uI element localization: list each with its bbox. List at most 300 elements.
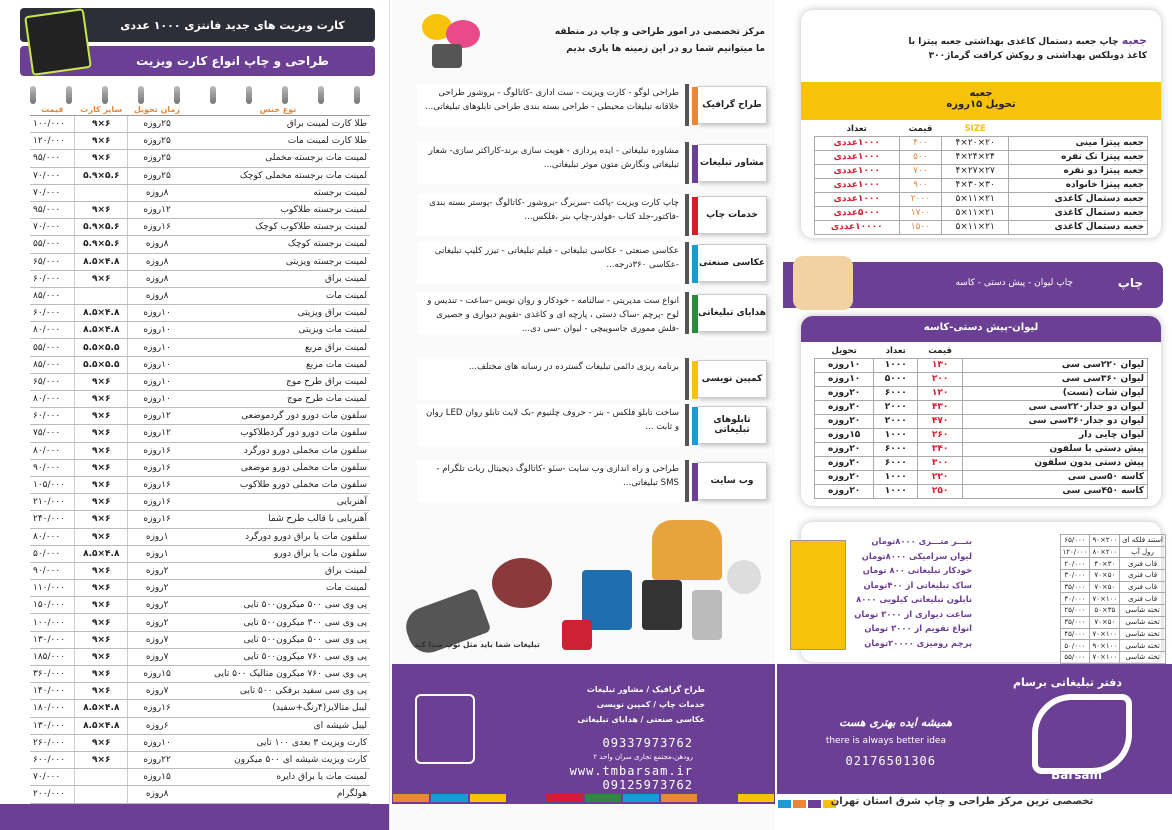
cup-time-cell: ۲۰روزه (815, 456, 874, 470)
table-row (30, 373, 370, 390)
table-row (30, 408, 370, 425)
box-qty-cell: ۱۰۰۰عددی (815, 178, 900, 192)
size-cell: ۵.۵×۵.۵ (75, 356, 128, 373)
delivery-cell: ۱روزه (128, 528, 186, 545)
material-cell: لمینت مات یا براق دایره (186, 769, 370, 786)
material-cell: لمینت براق (186, 270, 370, 287)
service-row (392, 356, 775, 402)
table-row (1060, 558, 1165, 570)
delivery-cell: ۲۵روزه (128, 133, 186, 150)
table-row (815, 372, 1148, 386)
table-row (815, 150, 1148, 164)
size-cell: ۶×۹ (75, 133, 128, 150)
service-row (392, 402, 775, 448)
box-size-cell: ۲۱×۱۱×۵ (942, 206, 1009, 220)
cup-name-cell: کاسه ۵۰سی سی (963, 470, 1148, 484)
box-name-cell: جعبه دستمال کاغذی (1008, 220, 1147, 234)
rollup-stand-image (790, 540, 846, 650)
delivery-cell: ۱۶روزه (128, 219, 186, 236)
material-cell: لمینت براق مربع (186, 339, 370, 356)
stand-size-cell: ۲۰۰×۹۰ (1090, 535, 1120, 547)
table-row (30, 236, 370, 253)
promo-list (852, 534, 972, 650)
print-banner: چاپ لیوان - پیش دستی - کاسه چاپ (783, 262, 1163, 308)
table-row (30, 339, 370, 356)
material-cell: پی وی سی ۷۶۰ میکرون متالیک ۵۰۰ تایی (186, 666, 370, 683)
stand-size-cell: ۳۰×۴۰ (1090, 558, 1120, 570)
table-row (30, 201, 370, 218)
delivery-cell: ۱۰روزه (128, 322, 186, 339)
box-price-cell: ۹۰۰ (899, 178, 942, 192)
delivery-cell: ۱۰روزه (128, 373, 186, 390)
table-row (1060, 651, 1165, 663)
size-cell: ۶×۹ (75, 580, 128, 597)
phone-2[interactable]: 09125973762 (602, 778, 693, 792)
box-size-cell: ۲۰×۲۰×۴ (942, 136, 1009, 150)
cup-time-cell: ۲۰روزه (815, 484, 874, 498)
table-row (30, 167, 370, 184)
table-row (30, 219, 370, 236)
service-description: طراحی لوگو - کارت ویزیت - ست اداری -کاتالوگ - بروشور طراحی خلاقانه تبلیغات محیطی - طراحی بسته بندی طراحی تابلوهای تبلیغاتی... (417, 84, 689, 126)
size-cell (75, 184, 128, 201)
price-cell: ۶۵/۰۰۰ (30, 373, 75, 390)
cannon-caption: تبلیغات شما باید مثل توپ صدا کند (414, 640, 540, 649)
delivery-cell: ۶روزه (128, 717, 186, 734)
stand-name-cell: قاب فنری (1120, 581, 1166, 593)
table-row (30, 631, 370, 648)
stand-price-cell: ۴۰/۰۰۰ (1060, 593, 1090, 605)
material-cell: لمینت براق طرح موج (186, 373, 370, 390)
box-size-cell: ۲۷×۲۷×۴ (942, 164, 1009, 178)
service-description: ساخت تابلو فلکس - بنر - حروف چلنیوم -بک لایت تابلو روان LED روان و ثابت ... (417, 404, 689, 446)
size-cell: ۶×۹ (75, 150, 128, 167)
price-cell: ۹۵/۰۰۰ (30, 150, 75, 167)
table-row (815, 428, 1148, 442)
delivery-cell: ۱۰روزه (128, 356, 186, 373)
stripe (778, 800, 791, 808)
box-price-table: SIZE قیمت تعداد جعبه پیتزا مینی ۲۰×۲۰×۴ ۴۰۰ ۱۰۰۰عددی جعبه پیتزا تک نفره ۲۴×۲۴×۴ ۵۰۰ ۱۰۰۰عددی جعبه پیتزا دو نفره ۲۷×۲۷×۴ ۷۰۰ ۱۰۰۰عددی جعبه پیتزا خانواده ۳۰×۳۰×۴ ۹۰۰ ۱۰۰۰عددی جعبه دستمال کاغذی ۲۱×۱۱×۵ ۲۰۰۰ ۱۰۰۰عددی جعبه دستمال کاغذی ۲۱×۱۱×۵ ۱۷۰۰ ۵۰۰۰عددی جعبه دستمال کاغذی ۲۱×۱۱×۵ ۱۵۰۰ ۱۰۰۰۰عددی (814, 122, 1148, 235)
price-cell: ۸۰/۰۰۰ (30, 322, 75, 339)
cup-qty-cell: ۱۰۰۰ (874, 484, 918, 498)
price-cell: ۶۵/۰۰۰ (30, 253, 75, 270)
material-cell: سلفون مات دورو دور گردموضعی (186, 408, 370, 425)
table-row (30, 511, 370, 528)
stand-size-cell: ۳۵×۵۰ (1090, 605, 1120, 617)
box-banner: جعبه تحویل ۱۵روزه (801, 82, 1161, 120)
cup-time-cell: ۲۰روزه (815, 386, 874, 400)
cup-price-cell: ۳۰۰ (918, 456, 963, 470)
delivery-cell: ۱۲روزه (128, 408, 186, 425)
service-description: برنامه ریزی دائمی تبلیغات گسترده در رسانه های مختلف... (417, 358, 689, 400)
cup-time-cell: ۲۰روزه (815, 400, 874, 414)
delivery-cell: ۱۵روزه (128, 769, 186, 786)
size-cell: ۶×۹ (75, 270, 128, 287)
cup-time-cell: ۱۰روزه (815, 372, 874, 386)
size-cell: ۶×۹ (75, 528, 128, 545)
material-cell: سلفون مات یا براق دورو (186, 545, 370, 562)
cup-qty-cell: ۲۰۰۰ (874, 414, 918, 428)
box-qty-cell: ۱۰۰۰عددی (815, 164, 900, 178)
table-row (30, 528, 370, 545)
table-row (30, 717, 370, 734)
stand-size-cell: ۵۰×۷۰ (1090, 570, 1120, 582)
price-cell: ۱۸۵/۰۰۰ (30, 648, 75, 665)
cup-qty-cell: ۱۰۰۰ (874, 428, 918, 442)
cup-price-cell: ۳۴۰ (918, 442, 963, 456)
delivery-cell: ۱روزه (128, 545, 186, 562)
service-tag: خدمات چاپ (697, 196, 767, 234)
cup-time-cell: ۲۰روزه (815, 470, 874, 484)
box-price-card (801, 10, 1161, 238)
stand-size-cell: ۲۰۰×۸۰ (1090, 546, 1120, 558)
delivery-cell: ۷روزه (128, 631, 186, 648)
service-row (392, 240, 775, 286)
cup-qty-cell: ۵۰۰۰ (874, 372, 918, 386)
stand-price-cell: ۲۰/۰۰۰ (1060, 558, 1090, 570)
stripe (623, 794, 659, 802)
size-cell: ۶×۹ (75, 442, 128, 459)
cup-price-card (801, 316, 1161, 506)
service-row (392, 458, 775, 504)
stand-size-cell: ۵۰×۷۰ (1090, 581, 1120, 593)
box-qty-cell: ۱۰۰۰عددی (815, 192, 900, 206)
cup-price-cell: ۲۰۰ (918, 372, 963, 386)
col-material: نوع جنس (186, 104, 370, 116)
stand-price-cell: ۶۵/۰۰۰ (1060, 535, 1090, 547)
table-row (30, 287, 370, 304)
service-tag: مشاور تبلیغات (697, 144, 767, 182)
stand-name-cell: تخته شاسی (1120, 605, 1166, 617)
table-row (30, 700, 370, 717)
delivery-cell: ۱۵روزه (128, 666, 186, 683)
promo-item: پرچم رومیزی ۲۰۰۰۰تومان (864, 637, 972, 648)
cup-name-cell: لیوان شات (تست) (963, 386, 1148, 400)
address: رودهن،مجتمع تجاری سران واحد ۲ (593, 753, 693, 761)
cup-price-cell: ۴۳۰ (918, 400, 963, 414)
service-tag: طراح گرافیک (697, 86, 767, 124)
contact-block (570, 736, 693, 792)
box-size-cell: ۳۰×۳۰×۴ (942, 178, 1009, 192)
stand-price-cell: ۳۵/۰۰۰ (1060, 581, 1090, 593)
delivery-cell: ۸روزه (128, 270, 186, 287)
box-price-cell: ۷۰۰ (899, 164, 942, 178)
price-cell: ۵۰/۰۰۰ (30, 545, 75, 562)
business-card-header (20, 8, 375, 78)
office-phone[interactable]: 02176501306 (845, 754, 936, 768)
delivery-cell: ۱۶روزه (128, 459, 186, 476)
brand-name: Barsam (1051, 768, 1102, 782)
business-card-price-panel (0, 0, 390, 830)
table-row (30, 442, 370, 459)
cup-time-cell: ۲۰روزه (815, 414, 874, 428)
delivery-cell: ۸روزه (128, 287, 186, 304)
size-cell: ۶×۹ (75, 511, 128, 528)
price-cell: ۱۸۰/۰۰۰ (30, 700, 75, 717)
service-description: طراحی و راه اندازی وب سایت -سئو -کاتالوگ دیجیتال ربات تلگرام - SMS تبلیغاتی... (417, 460, 689, 502)
price-cell: ۵۵/۰۰۰ (30, 236, 75, 253)
stand-size-cell: ۱۰۰×۷۰ (1090, 651, 1120, 663)
price-cell: ۱۵۰/۰۰۰ (30, 597, 75, 614)
table-row (815, 192, 1148, 206)
material-cell: پی وی سی ۵۰۰ میکرون۵۰۰ تایی (186, 597, 370, 614)
cup-qty-cell: ۲۰۰۰ (874, 400, 918, 414)
table-row (30, 494, 370, 511)
stand-name-cell: تخته شاسی (1120, 640, 1166, 652)
table-row (30, 614, 370, 631)
material-cell: لمینت مات ویزیتی (186, 322, 370, 339)
price-cell: ۲۴۰/۰۰۰ (30, 511, 75, 528)
size-cell: ۶×۹ (75, 201, 128, 218)
price-cell: ۸۵/۰۰۰ (30, 287, 75, 304)
service-tag: هدایای تبلیغاتی (697, 294, 767, 332)
table-row (30, 545, 370, 562)
promo-item: نایلون تبلیغاتی کیلویی ۸۰۰۰ (856, 594, 972, 604)
table-row (815, 178, 1148, 192)
size-cell: ۴.۸×۸.۵ (75, 700, 128, 717)
delivery-cell: ۸روزه (128, 236, 186, 253)
table-row (815, 358, 1148, 372)
price-cell: ۱۲۰/۰۰۰ (30, 133, 75, 150)
material-cell: لیبل شیشه ای (186, 717, 370, 734)
delivery-cell: ۸روزه (128, 184, 186, 201)
table-row (30, 786, 370, 803)
table-row (30, 476, 370, 493)
material-cell: سلفون مات یا براق دورو دورگرد (186, 528, 370, 545)
table-row (30, 116, 370, 133)
stand-price-cell: ۴۵/۰۰۰ (1060, 628, 1090, 640)
material-cell: لیبل متالایز(۴رنگ+سفید) (186, 700, 370, 717)
delivery-cell: ۸روزه (128, 786, 186, 803)
material-cell: پی وی سی ۵۰۰ میکرون۵۰۰ تایی (186, 631, 370, 648)
material-cell: هولگرام (186, 786, 370, 803)
promo-item: خودکار تبلیغاتی ۸۰۰ تومان (862, 565, 972, 575)
price-cell: ۳۶۰/۰۰۰ (30, 666, 75, 683)
size-cell: ۶×۹ (75, 631, 128, 648)
material-cell: طلا کارت لمینت مات (186, 133, 370, 150)
cup-name-cell: پیش دستی بدون سلفون (963, 456, 1148, 470)
binder-rings (30, 86, 360, 106)
promo-products-image (562, 520, 762, 655)
table-row (1060, 570, 1165, 582)
box-description: جعبه چاپ جعبه دستمال کاغذی بهداشتی جعبه پیتزا با کاغذ دوبلکس بهداشتی و روکش کرافت گرماژ۳۰۰ (908, 34, 1147, 61)
chat-bubble-icon (422, 14, 492, 74)
delivery-cell: ۲روزه (128, 597, 186, 614)
barsam-logo (1032, 694, 1132, 774)
material-cell: لمینت برجسته طلاکوب (186, 201, 370, 218)
stripe (470, 794, 506, 802)
cup-qty-cell: ۶۰۰۰ (874, 456, 918, 470)
cup-price-cell: ۱۲۰ (918, 386, 963, 400)
stripe (585, 794, 621, 802)
material-cell: سلفون مات مخملی دورو طلاکوب (186, 476, 370, 493)
table-row (30, 769, 370, 786)
size-cell: ۴.۸×۸.۵ (75, 545, 128, 562)
price-cell: ۹۰/۰۰۰ (30, 459, 75, 476)
box-price-cell: ۵۰۰ (899, 150, 942, 164)
table-row (30, 322, 370, 339)
table-row (815, 442, 1148, 456)
size-cell: ۶×۹ (75, 373, 128, 390)
price-cell: ۸۰/۰۰۰ (30, 442, 75, 459)
cup-qty-cell: ۱۰۰۰ (874, 358, 918, 372)
table-row (1060, 628, 1165, 640)
price-cell: ۷۰/۰۰۰ (30, 184, 75, 201)
business-card-price-table (30, 104, 370, 821)
stand-size-cell: ۱۰۰×۹۰ (1090, 640, 1120, 652)
tagline: تخصصی ترین مرکز طراحی و چاپ شرق استان تهران (830, 796, 1094, 807)
table-row (815, 470, 1148, 484)
price-cell: ۱۳۰/۰۰۰ (30, 717, 75, 734)
price-cell: ۷۰/۰۰۰ (30, 219, 75, 236)
phone-1[interactable]: 09337973762 (602, 736, 693, 750)
cup-price-cell: ۲۲۰ (918, 470, 963, 484)
delivery-cell: ۲روزه (128, 614, 186, 631)
services-intro (505, 24, 765, 58)
material-cell: لمینت برجسته طلاکوب کوچک (186, 219, 370, 236)
price-cell: ۱۱۰/۰۰۰ (30, 580, 75, 597)
material-cell: لمینت مات مربع (186, 356, 370, 373)
size-cell: ۶×۹ (75, 648, 128, 665)
delivery-cell: ۷روزه (128, 683, 186, 700)
stand-price-cell: ۱۲۰/۰۰۰ (1060, 546, 1090, 558)
table-row (30, 597, 370, 614)
stand-name-cell: قاب فنری (1120, 570, 1166, 582)
size-cell: ۴.۸×۸.۵ (75, 717, 128, 734)
price-cell: ۸۵/۰۰۰ (30, 356, 75, 373)
delivery-cell: ۱۰روزه (128, 305, 186, 322)
price-cell: ۲۶۰/۰۰۰ (30, 734, 75, 751)
cup-qty-cell: ۶۰۰۰ (874, 442, 918, 456)
stripe (393, 794, 429, 802)
table-row (815, 206, 1148, 220)
table-row (30, 734, 370, 751)
size-cell (75, 287, 128, 304)
delivery-cell: ۱۰روزه (128, 734, 186, 751)
material-cell: لمینت مات برجسته مخملی کوچک (186, 167, 370, 184)
size-cell: ۶×۹ (75, 408, 128, 425)
stand-name-cell: قاب فنری (1120, 558, 1166, 570)
size-cell (75, 769, 128, 786)
cup-time-cell: ۱۵روزه (815, 428, 874, 442)
price-cell: ۸۰/۰۰۰ (30, 528, 75, 545)
table-row (1060, 581, 1165, 593)
delivery-cell: ۲۲روزه (128, 751, 186, 768)
box-size-cell: ۲۱×۱۱×۵ (942, 220, 1009, 234)
table-row (30, 356, 370, 373)
table-row (815, 220, 1148, 234)
cup-time-cell: ۲۰روزه (815, 442, 874, 456)
table-row (1060, 640, 1165, 652)
col-size: سایز کارت (75, 104, 128, 116)
cup-price-table: قیمت تعداد تحویل لیوان ۲۲۰سی سی ۱۳۰ ۱۰۰۰ ۱۰روزه لیوان ۳۶۰سی سی ۲۰۰ ۵۰۰۰ ۱۰روزه لیوان شات (تست) ۱۲۰ ۶۰۰۰ ۲۰روزه لیوان دو جدار۲۲۰سی سی ۴۳۰ ۲۰۰۰ ۲۰روزه لیوان دو جدار۳۶۰سی سی ۴۷۰ ۲۰۰۰ ۲۰روزه لیوان چایی دار ۲۶۰ ۱۰۰۰ ۱۵روزه پیش دستی با سلفون ۳۴۰ ۶۰۰۰ ۲۰روزه پیش دستی بدون سلفون ۳۰۰ ۶۰۰۰ ۲۰روزه کاسه ۵۰سی سی ۲۲۰ ۱۰۰۰ ۲۰روزه کاسه ۴۵۰سی سی ۲۵۰ ۱۰۰۰ ۲۰روزه (814, 344, 1148, 499)
cup-price-cell: ۴۷۰ (918, 414, 963, 428)
table-row (30, 425, 370, 442)
delivery-cell: ۲۵روزه (128, 150, 186, 167)
box-name-cell: جعبه پیتزا دو نفره (1008, 164, 1147, 178)
box-size-cell: ۲۴×۲۴×۴ (942, 150, 1009, 164)
smoke-cloud-image (492, 558, 552, 608)
table-row (815, 386, 1148, 400)
service-tag: کمپین نویسی (697, 360, 767, 398)
size-cell: ۵.۶×۵.۹ (75, 167, 128, 184)
size-cell: ۶×۹ (75, 734, 128, 751)
box-name-cell: جعبه پیتزا تک نفره (1008, 150, 1147, 164)
table-row (1060, 605, 1165, 617)
size-cell: ۶×۹ (75, 459, 128, 476)
service-description: چاپ کارت ویزیت -پاکت -سربرگ -بروشور -کاتالوگ -پوستر بسته بندی -فاکتور-جلد کتاب -فولدر-چاپ بنر ،فلکس... (417, 194, 689, 236)
header-purple-banner: طراحی و چاپ انواع کارت ویزیت (20, 46, 375, 76)
stand-price-cell: ۵۰/۰۰۰ (1060, 640, 1090, 652)
box-name-cell: جعبه پیتزا خانواده (1008, 178, 1147, 192)
box-size-cell: ۲۱×۱۱×۵ (942, 192, 1009, 206)
table-row (30, 751, 370, 768)
delivery-cell: ۲روزه (128, 562, 186, 579)
box-price-cell: ۱۵۰۰ (899, 220, 942, 234)
delivery-cell: ۱۲روزه (128, 425, 186, 442)
table-row (30, 253, 370, 270)
table-row (30, 580, 370, 597)
size-cell: ۶×۹ (75, 116, 128, 133)
stand-name-cell: تخته شاسی (1120, 628, 1166, 640)
stripe (508, 794, 544, 802)
price-cell: ۶۰۰/۰۰۰ (30, 751, 75, 768)
table-row (815, 484, 1148, 498)
material-cell: پی وی سی ۷۶۰ میکرون۵۰۰ تایی (186, 648, 370, 665)
designer-figure-icon (415, 694, 475, 764)
intro-line-1: مرکز تخصصی در امور طراحی و چاپ در منطقه (554, 27, 765, 37)
footer-services: طراح گرافیک / مشاور تبلیغات خدمات چاپ / کمپین نویسی عکاسی صنعتی / هدایای تبلیغاتی (577, 685, 705, 724)
cups-image (793, 256, 853, 310)
table-row (1060, 593, 1165, 605)
cup-name-cell: لیوان چایی دار (963, 428, 1148, 442)
material-cell: لمینت مات (186, 580, 370, 597)
box-name-cell: جعبه پیتزا مینی (1008, 136, 1147, 150)
cup-price-cell: ۲۶۰ (918, 428, 963, 442)
table-row (1060, 616, 1165, 628)
services-panel (392, 0, 775, 830)
table-row (1060, 535, 1165, 547)
table-row (30, 459, 370, 476)
delivery-cell: ۲۵روزه (128, 167, 186, 184)
material-cell: لمینت برجسته کوچک (186, 236, 370, 253)
delivery-cell: ۸روزه (128, 253, 186, 270)
delivery-cell: ۱۲روزه (128, 201, 186, 218)
website-link[interactable]: www.tmbarsam.ir (569, 764, 693, 778)
table-row (815, 414, 1148, 428)
size-cell: ۴.۸×۸.۵ (75, 305, 128, 322)
delivery-cell: ۱۰روزه (128, 339, 186, 356)
cup-qty-cell: ۱۰۰۰ (874, 470, 918, 484)
size-cell: ۶×۹ (75, 425, 128, 442)
size-cell: ۵.۵×۵.۵ (75, 339, 128, 356)
material-cell: آهنربایی (186, 494, 370, 511)
stripe (546, 794, 582, 802)
slogan-fa: همیشه ایده بهتری هست (839, 716, 952, 729)
material-cell: لمینت براق ویزیتی (186, 305, 370, 322)
cup-time-cell: ۱۰روزه (815, 358, 874, 372)
col-delivery: زمان تحویل (128, 104, 186, 116)
material-cell: لمینت مات (186, 287, 370, 304)
table-row (30, 133, 370, 150)
intro-line-2: ما میتوانیم شما رو در این زمینه ها یاری بدیم (566, 44, 765, 54)
table-row (30, 305, 370, 322)
service-tag: عکاسی صنعتی (697, 244, 767, 282)
price-cell: ۱۳۰/۰۰۰ (30, 631, 75, 648)
size-cell: ۶×۹ (75, 562, 128, 579)
cup-price-cell: ۲۵۰ (918, 484, 963, 498)
cup-name-cell: لیوان ۳۶۰سی سی (963, 372, 1148, 386)
table-row (30, 648, 370, 665)
